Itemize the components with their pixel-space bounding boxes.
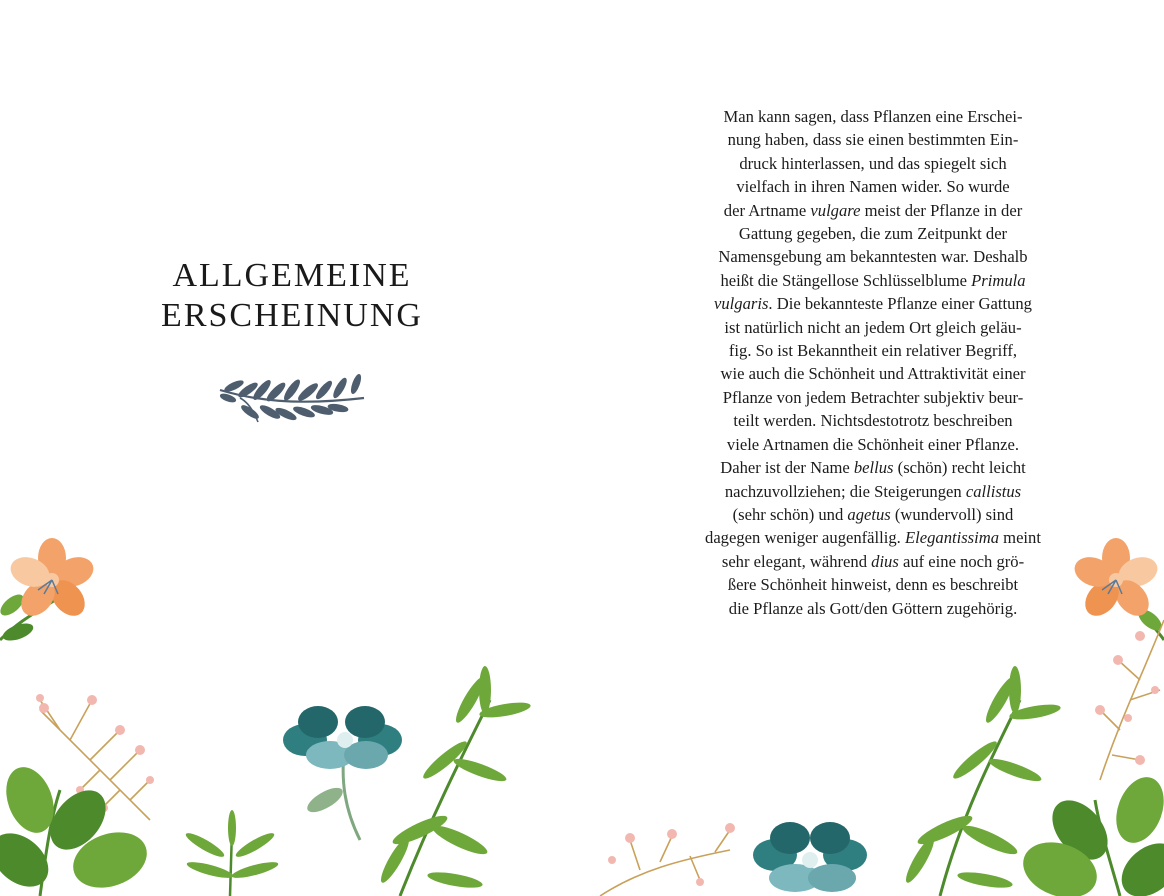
body-text-line [687, 433, 1059, 456]
text-run: meint [999, 528, 1041, 548]
body-text-line [687, 128, 1059, 151]
body-text-line [687, 573, 1059, 596]
body-text-line [687, 386, 1059, 409]
body-text [687, 105, 1059, 620]
leaf-sprig-icon [214, 368, 370, 430]
text-run: Namensgebung am bekanntesten war. Deshalb [718, 247, 1028, 267]
body-text-line [687, 480, 1059, 503]
italic-term: Primula [971, 270, 1026, 290]
italic-term: vulgare [810, 200, 861, 220]
text-run: Daher ist der Name [720, 458, 854, 478]
body-text-line [687, 456, 1059, 479]
text-run: (sehr schön) und [732, 504, 848, 524]
text-run: ist natürlich nicht an jedem Ort gleich geläu- [724, 317, 1022, 337]
text-run: Gattung gegeben, die zum Zeitpunkt der [738, 224, 1008, 244]
italic-term: vulgaris [714, 294, 769, 314]
text-run: nung haben, dass sie einen bestimmten Ein- [727, 130, 1019, 150]
text-run: wie auch die Schönheit und Attraktivität einer [720, 364, 1026, 384]
body-text-line [687, 550, 1059, 573]
text-run: auf eine noch grö- [898, 551, 1025, 571]
text-run: dagegen weniger augenfällig. [705, 528, 905, 548]
body-text-line [687, 222, 1059, 245]
chapter-title [92, 256, 492, 336]
body-text-line [687, 152, 1059, 175]
text-run: (wundervoll) sind [890, 504, 1014, 524]
body-text-line [687, 339, 1059, 362]
text-run: meist der Pflanze in der [860, 200, 1023, 220]
text-run: . Die bekannteste Pflanze einer Gattung [768, 294, 1032, 314]
body-text-line [687, 362, 1059, 385]
body-text-line [687, 316, 1059, 339]
text-run: Man kann sagen, dass Pflanzen eine Erschei- [723, 107, 1023, 126]
body-text-line [687, 292, 1059, 315]
text-run: viele Artnamen die Schönheit einer Pflanze. [726, 434, 1020, 454]
text-run: heißt die Stängellose Schlüsselblume [720, 270, 972, 290]
italic-term: bellus [853, 458, 894, 478]
body-text-line [687, 175, 1059, 198]
body-text-line [687, 597, 1059, 620]
text-run: fig. So ist Bekanntheit ein relativer Begriff, [728, 341, 1018, 361]
text-run: der Artname [723, 200, 811, 220]
text-run: sehr elegant, während [721, 551, 872, 571]
body-text-line [687, 245, 1059, 268]
italic-term: dius [871, 551, 899, 571]
body-text-line [687, 199, 1059, 222]
text-run: vielfach in ihren Namen wider. So wurde [736, 177, 1010, 197]
text-run: ßere Schönheit hinweist, denn es beschreibt [727, 575, 1019, 595]
chapter-title-line-1: ALLGEMEINE [172, 257, 412, 294]
body-text-line [687, 409, 1059, 432]
text-run: (schön) recht leicht [893, 458, 1026, 478]
italic-term: agetus [847, 504, 891, 524]
body-text-line [687, 526, 1059, 549]
text-run: die Pflanze als Gott/den Göttern zugehörig. [728, 598, 1018, 618]
body-text-line [687, 269, 1059, 292]
text-run: Pflanze von jedem Betrachter subjektiv beur- [722, 387, 1024, 407]
italic-term: Elegantissima [904, 528, 1000, 548]
body-text-line [687, 503, 1059, 526]
text-run: teilt werden. Nichtsdestotrotz beschreiben [733, 411, 1013, 431]
right-page [582, 0, 1164, 896]
text-run: druck hinterlassen, und das spiegelt sich [739, 153, 1007, 173]
text-run: nachzuvollziehen; die Steigerungen [724, 481, 966, 501]
body-text-line [687, 105, 1059, 128]
italic-term: callistus [965, 481, 1022, 501]
chapter-title-line-2: ERSCHEINUNG [161, 297, 423, 334]
